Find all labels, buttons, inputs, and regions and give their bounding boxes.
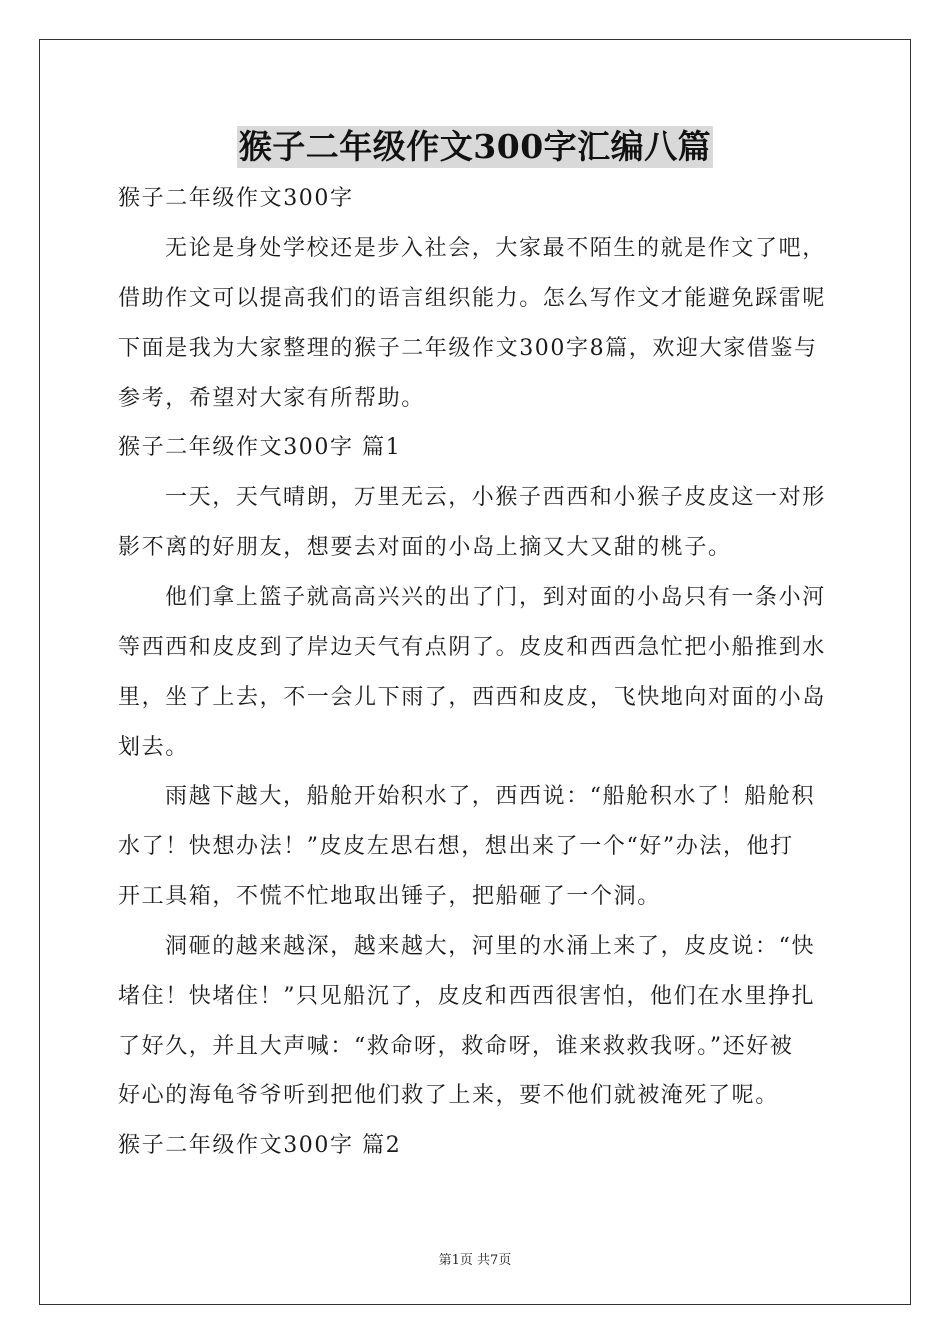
- paragraph-4-line-4: 好心的海龟爷爷听到把他们救了上来，要不他们就被淹死了呢。: [118, 1083, 779, 1108]
- paragraph-2-line-2: 等西西和皮皮到了岸边天气有点阴了。皮皮和西西急忙把小船推到水: [118, 635, 827, 660]
- document-title-container: [0, 126, 950, 168]
- page-border: [39, 39, 911, 1305]
- intro-line-1: 无论是身处学校还是步入社会，大家最不陌生的就是作文了吧，: [165, 236, 826, 261]
- paragraph-3-line-1: 雨越下越大，船舱开始积水了，西西说：“船舱积水了！船舱积: [165, 784, 816, 809]
- paragraph-2-line-4: 划去。: [118, 735, 189, 760]
- paragraph-4-line-2: 堵住！快堵住！”只见船沉了，皮皮和西西很害怕，他们在水里挣扎: [118, 984, 816, 1009]
- page-number-footer: 第1页 共7页: [438, 1253, 512, 1268]
- paragraph-1-line-1: 一天，天气晴朗，万里无云，小猴子西西和小猴子皮皮这一对形: [165, 485, 826, 510]
- paragraph-1-line-2: 影不离的好朋友，想要去对面的小岛上摘又大又甜的桃子。: [118, 535, 732, 560]
- intro-line-2: 借助作文可以提高我们的语言组织能力。怎么写作文才能避免踩雷呢: [118, 286, 827, 311]
- document-subtitle: 猴子二年级作文300字: [118, 186, 354, 211]
- paragraph-3-line-3: 开工具箱，不慌不忙地取出锤子，把船砸了一个洞。: [118, 884, 661, 909]
- section-heading-1: 猴子二年级作文300字 篇1: [118, 435, 402, 460]
- paragraph-2-line-1: 他们拿上篮子就高高兴兴的出了门，到对面的小岛只有一条小河: [165, 585, 826, 610]
- paragraph-4-line-3: 了好久，并且大声喊：“救命呀，救命呀，谁来救救我呀。”还好被: [118, 1034, 794, 1059]
- intro-line-3: 下面是我为大家整理的猴子二年级作文300字8篇，欢迎大家借鉴与: [118, 336, 818, 361]
- document-title: 猴子二年级作文300字汇编八篇: [238, 127, 712, 166]
- paragraph-4-line-1: 洞砸的越来越深，越来越大，河里的水涌上来了，皮皮说：“快: [165, 934, 816, 959]
- paragraph-3-line-2: 水了！快想办法！”皮皮左思右想，想出来了一个“好”办法，他打: [118, 834, 794, 859]
- intro-line-4: 参考，希望对大家有所帮助。: [118, 386, 425, 411]
- paragraph-2-line-3: 里，坐了上去，不一会儿下雨了，西西和皮皮，飞快地向对面的小岛: [118, 685, 827, 710]
- section-heading-2: 猴子二年级作文300字 篇2: [118, 1133, 402, 1158]
